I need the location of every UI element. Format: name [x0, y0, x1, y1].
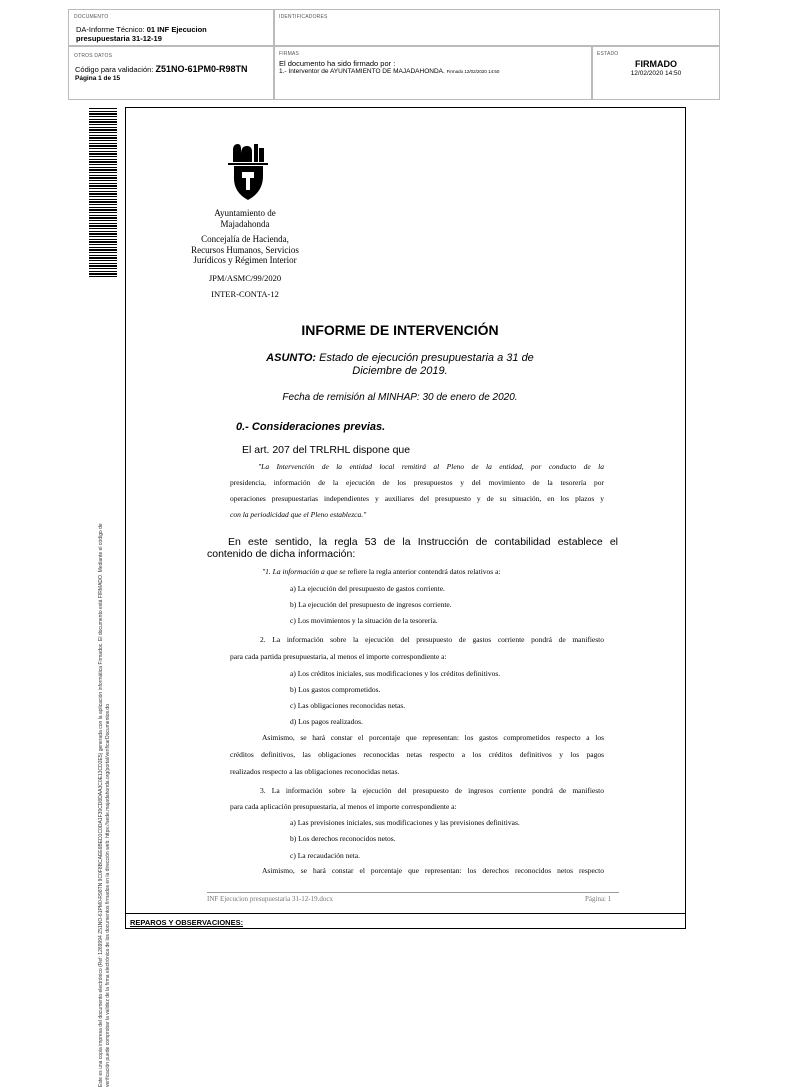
otros-label: OTROS DATOS: [74, 53, 113, 59]
asunto-text2: Diciembre de 2019.: [352, 365, 448, 377]
header-firmas-box: [274, 46, 592, 100]
regla-item2-line1: 2. La información sobre la ejecución del presupuesto de gastos corriente pondrá de manifiesto: [260, 635, 604, 644]
codigo-value: Z51NO-61PM0-R98TN: [155, 64, 248, 74]
firmas-signer: 1.- Interventor de AYUNTAMIENTO DE MAJADAHONDA.: [279, 68, 445, 75]
paragraph-regla53-line2: contenido de dicha información:: [207, 548, 356, 560]
identificadores-label: IDENTIFICADORES: [279, 14, 328, 20]
side-text-line2: verificación puede comprobar la validez de la firma electrónica de los documentos firmados en la dirección web: https://sede.majadahonda.org/portal/verificarDocumentos.do: [105, 704, 111, 1087]
regla-item1: [262, 567, 500, 576]
pagina-count: Página 1 de 15: [75, 75, 121, 82]
codigo-validacion: [75, 64, 248, 74]
header-documento-box: [68, 9, 274, 46]
documento-title-bold: 01 INF Ejecucion: [146, 25, 207, 34]
asunto-text1: Estado de ejecución presupuestaria a 31 de: [316, 352, 534, 364]
regla-item1c: c) Los movimientos y la situación de la tesorería.: [290, 616, 438, 625]
firmas-line1: El documento ha sido firmado por :: [279, 59, 396, 68]
regla-item3-line2: para cada aplicación presupuestaria, al menos el importe correspondiente a:: [230, 802, 457, 811]
regla-item1-rest: refiere la regla anterior contendrá datos relativos a:: [345, 567, 501, 576]
regla-item3-line1: 3. La información sobre la ejecución del presupuesto de ingresos corriente pondrá de manifiesto: [260, 786, 604, 795]
org-line1: Ayuntamiento de: [214, 208, 276, 218]
ref-line1: JPM/ASMC/99/2020: [208, 272, 282, 283]
documento-label: DOCUMENTO: [74, 14, 109, 20]
regla-item2-c: c) Las obligaciones reconocidas netas.: [290, 701, 406, 710]
codigo-prefix: Código para validación:: [75, 65, 156, 74]
documento-title-prefix: DA-Informe Técnico:: [76, 25, 147, 34]
footer-page: Página: 1: [585, 895, 612, 903]
estado-fecha: 12/02/2020 14:50: [630, 70, 682, 77]
firmas-date: Firmado 12/02/2020 14:50: [446, 69, 500, 74]
regla-item2-para1: Asimismo, se hará constar el porcentaje que representan: los gastos comprometidos respecto a los: [262, 733, 604, 742]
page-title: INFORME DE INTERVENCIÓN: [301, 322, 499, 338]
paragraph-regla53-line1: En este sentido, la regla 53 de la Instrucción de contabilidad establece el: [228, 536, 618, 548]
regla-item3-b: b) Los derechos reconocidos netos.: [290, 834, 396, 843]
coat-of-arms-logo: [228, 140, 268, 202]
fecha-remision: Fecha de remisión al MINHAP: 30 de enero de 2020.: [282, 392, 518, 403]
estado-value: FIRMADO: [635, 59, 677, 69]
verification-side-text: [98, 187, 112, 1087]
org-line2: Majadahonda: [220, 218, 270, 229]
firmas-line2: [279, 68, 499, 75]
regla-item3-a: a) Las previsiones iniciales, sus modificaciones y las previsiones definitivas.: [290, 818, 520, 827]
header-otros-box: [68, 46, 274, 100]
quote-line3: operaciones presupuestarias independientes y auxiliares del presupuesto y de su situación, en los plazos y: [230, 494, 604, 503]
regla-item1-italic: "1. La información a que se: [262, 567, 346, 576]
regla-item1a: a) La ejecución del presupuesto de gastos corriente.: [290, 584, 445, 593]
regla-item3-para1: Asimismo, se hará constar el porcentaje que representan: los derechos reconocidos netos respecto: [262, 866, 604, 875]
regla-item2-para2: créditos definitivos, las obligaciones reconocidas netas respecto a los créditos definitivos y los pagos: [230, 750, 604, 759]
section-heading: 0.- Consideraciones previas.: [236, 421, 386, 433]
reparos-observaciones: REPAROS Y OBSERVACIONES:: [125, 913, 686, 929]
asunto-label: ASUNTO:: [266, 352, 317, 364]
documento-title-line2: presupuestaria 31-12-19: [76, 34, 162, 43]
dept-line2: Recursos Humanos, Servicios: [191, 244, 299, 255]
dept-line3: Jurídicos y Régimen Interior: [193, 255, 297, 265]
quote-line1: "La Intervención de la entidad local remitirá al Pleno de la entidad, por conducto de la: [258, 462, 604, 471]
side-text-line1: Este es una copia impresa del documento electrónico (Ref: 1269994 Z51NO-61PM0-R98TN 9C0F8BCAEE6BED1C0DA1F39CD8DAA3C0E13CD2E5) generada con la aplicación informática Firmadoc. El documento está FIRMADO. Mediante el código de: [98, 523, 104, 1087]
footer-filename: INF Ejecucion presupuestaria 31-12-19.docx: [207, 895, 333, 903]
letterhead: [160, 208, 330, 300]
documento-title: [76, 25, 207, 43]
regla-item1b: b) La ejecución del presupuesto de ingresos corriente.: [290, 600, 452, 609]
quote-line4: con la periodicidad que el Pleno establezca.": [230, 510, 367, 519]
footer-divider: [207, 892, 619, 893]
regla-item2-b: b) Los gastos comprometidos.: [290, 685, 381, 694]
firmas-label: FIRMAS: [279, 51, 300, 57]
paragraph-art207: El art. 207 del TRLRHL dispone que: [242, 444, 411, 456]
header-estado-box: [592, 46, 720, 100]
asunto: [200, 352, 600, 378]
header-identificadores-box: [274, 9, 720, 46]
regla-item2-d: d) Los pagos realizados.: [290, 717, 363, 726]
regla-item2-para3: realizados respecto a las obligaciones reconocidas netas.: [230, 767, 400, 776]
ref-line2: INTER-CONTA-12: [211, 289, 279, 299]
estado-label: ESTADO: [597, 51, 619, 57]
regla-item2-line2: para cada partida presupuestaria, al menos el importe correspondiente a:: [230, 652, 447, 661]
regla-item2-a: a) Los créditos iniciales, sus modificaciones y los créditos definitivos.: [290, 669, 501, 678]
quote-line2: presidencia, información de la ejecución de los presupuestos y del movimiento de la tesorería por: [230, 478, 604, 487]
dept-line1: Concejalía de Hacienda,: [201, 234, 289, 244]
regla-item3-c: c) La recaudación neta.: [290, 851, 360, 860]
